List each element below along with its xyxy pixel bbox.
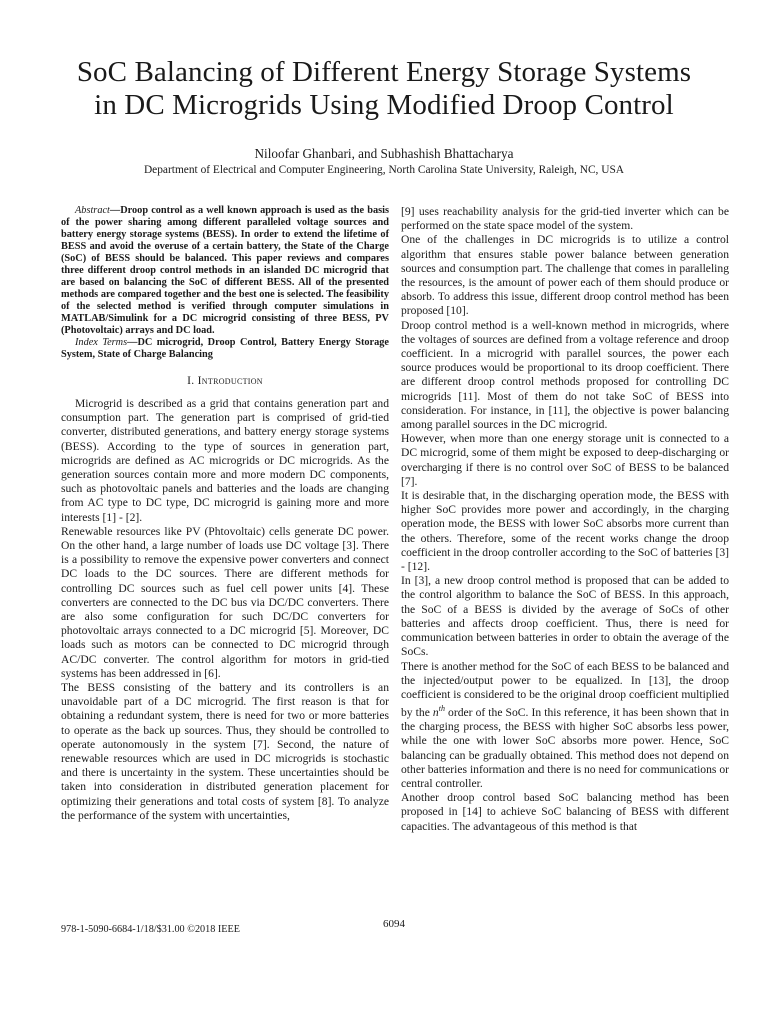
right-column bbox=[401, 205, 729, 834]
title-line-1: SoC Balancing of Different Energy Storage Systems bbox=[76, 56, 692, 88]
n-symbol: n bbox=[432, 705, 439, 719]
authors: Niloofar Ghanbari, and Subhashish Bhattacharya bbox=[254, 146, 514, 161]
paragraph: In [3], a new droop control method is proposed that can be added to the control algorithm to balance the SoC of BESS. In this approach, the SoC of a BESS is divided by the average of SoCs of other batteries and affects droop coefficient. Thus, there is need for communication between batteries in order to obtain the average of the SoCs. bbox=[401, 574, 729, 659]
paragraph-text: order of the SoC. In this reference, it has been shown that in the charging process, the BESS with higher SoC absorbs less power, while the one with lower SoC absorbs more power. Hence, SoC balancing can be gradually obtained. This method does not depend on other batteries information and there is no need for communications or central controller. bbox=[401, 705, 729, 790]
paragraph: It is desirable that, in the discharging operation mode, the BESS with higher SoC provides more power and accordingly, in the charging operation mode, the BESS with lower SoC absorbs more current than the others. Therefore, some of the recent works change the droop coefficient in the droop controller according to the SoC of batteries [3] - [12]. bbox=[401, 489, 729, 574]
paragraph: The BESS consisting of the battery and its controllers is an unavoidable part of a DC microgrid. The first reason is that for obtaining a redundant system, there is need for two or more batteries to operate as the back up sources. Thus, they should be controlled to operate autonomously in the system [7]. Second, the nature of renewable resources which are used in DC microgrids is stochastic and there is uncertainty in the system. These uncertainties should be taken into consideration in distributed generation placement for optimizing their generations and total costs of system [8]. To analyze the performance of the system with uncertainties, bbox=[61, 681, 389, 822]
index-terms bbox=[61, 337, 389, 361]
affiliation: Department of Electrical and Computer Engineering, North Carolina State University, Raleigh, NC, USA bbox=[143, 164, 625, 176]
paragraph: One of the challenges in DC microgrids is to utilize a control algorithm that ensures stable power balance between generation sources and consumption part. The challenge that comes in paralleling the resources, is the amount of power each of them should produce or absorb. To address this issue, different droop control method has been proposed [10]. bbox=[401, 233, 729, 318]
copyright-footer: 978-1-5090-6684-1/18/$31.00 ©2018 IEEE bbox=[61, 924, 240, 935]
paragraph bbox=[401, 660, 729, 792]
paragraph: [9] uses reachability analysis for the grid-tied inverter which can be performed on the state space model of the system. bbox=[401, 205, 729, 233]
title-line-2: in DC Microgrids Using Modified Droop Control bbox=[94, 89, 674, 121]
abstract-label: Abstract bbox=[75, 205, 110, 216]
paragraph: Another droop control based SoC balancing method has been proposed in [14] to achieve SoC balancing of BESS with different capacities. The advantageous of this method is that bbox=[401, 791, 729, 833]
superscript-th: th bbox=[438, 704, 445, 714]
paper-title bbox=[0, 56, 768, 122]
index-terms-text: —DC microgrid, Droop Control, Battery Energy Storage System, State of Charge Balancing bbox=[61, 337, 389, 360]
index-terms-label: Index Terms bbox=[75, 337, 128, 348]
paragraph: Renewable resources like PV (Phtovoltaic) cells generate DC power. On the other hand, a large number of loads use DC voltage [3]. There is a possibility to remove the expensive power converters and connect DC loads to the DC sources. There are different methods for controlling DC sources such as fuel cell power units [4]. These converters are connected to the DC bus via DC/DC converters. There are also some configuration for such DC/DC converters for photovoltaic arrays connected to a DC microgrid [5]. Moreover, DC loads such as motors can be connected to DC microgrid through AC/DC converter. The control algorithm for motors in grid-tied systems has been addressed in [6]. bbox=[61, 524, 389, 680]
paragraph: Droop control method is a well-known method in microgrids, where the voltages of sources are defined from a voltage reference and droop coefficient. In a microgrid with parallel sources, the power each source produces would be proportional to its droop coefficient. There are different droop control methods proposed for controlling DC microgrids [11]. Most of them do not take SoC of BESS into consideration. For instance, in [11], the objective is power balancing among parallel sources in the DC microgrid. bbox=[401, 318, 729, 432]
page-number: 6094 bbox=[383, 918, 405, 930]
section-heading-introduction: I. Introduction bbox=[187, 374, 263, 387]
paragraph-text: There is another method for the SoC of each BESS to be balanced and the injected/output power to be equalized. In [13], the droop coefficient is considered to be the original droop coefficient multiplied by the bbox=[401, 659, 729, 719]
abstract bbox=[61, 205, 389, 337]
left-column bbox=[61, 205, 389, 823]
paragraph: Microgrid is described as a grid that contains generation part and consumption part. The generation part is comprised of grid-tied converter, distributed generations, and battery energy storage systems (BESS). According to the type of sources in generation part, microgrids are defined as AC microgrids or DC microgrids. As the generation sources contain more and more modern DC components, such as photovoltaic panels and batteries and the loads are changing from AC type to DC type, DC microgrid is gaining more and more interests [1] - [2]. bbox=[61, 397, 389, 524]
paragraph: However, when more than one energy storage unit is connected to a DC microgrid, some of them might be exposed to deep-discharging or overcharging if there is no control over SoC of BESS to be balanced [7]. bbox=[401, 432, 729, 488]
abstract-text: —Droop control as a well known approach is used as the basis of the power sharing among different paralleled voltage sources and battery energy storage systems (BESS). In order to extend the lifetime of BESS and avoid the overuse of a certain battery, the State of the Charge (SoC) of BESS should be balanced. This paper reviews and compares three different droop control methods in an islanded DC microgrid that are based on balancing the SoC of different BESS. All of the presented methods are compared together and the best one is selected. The feasibility of the selected method is verified through computer simulations in MATLAB/Simulink for a DC microgrid consisting of three BESS, PV (Photovoltaic) arrays and DC load. bbox=[61, 205, 389, 336]
